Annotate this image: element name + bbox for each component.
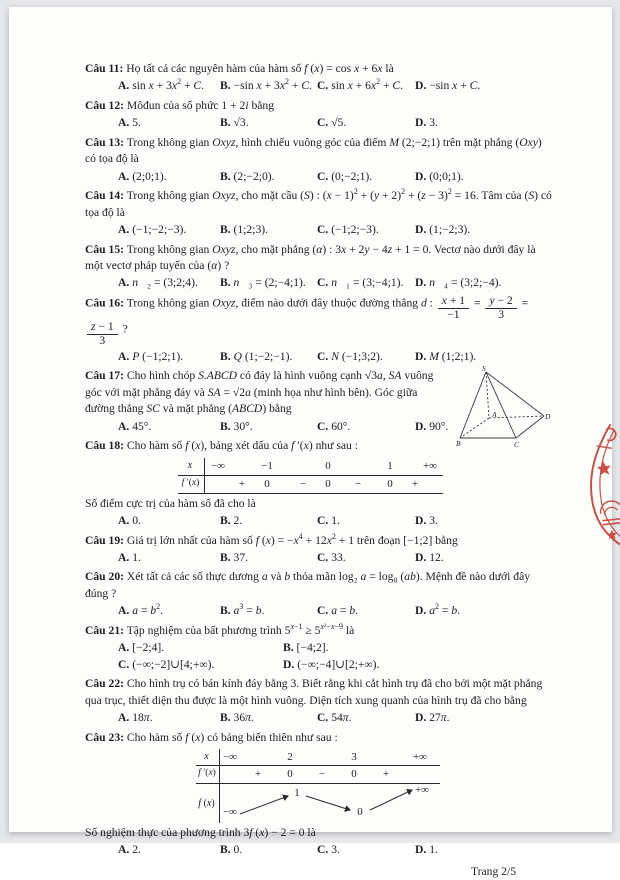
fraction-1 [438,295,469,322]
table-sign: 0 [351,767,357,780]
option-key: A. [118,604,130,618]
option-text: $a^3 = b$. [233,602,265,618]
pyramid-figure [456,364,550,450]
option-22-d [415,710,552,726]
option-key: A. [118,116,130,130]
table-row-label-x: x [204,750,209,762]
option-key: C. [317,550,329,564]
option-14-d [415,222,552,238]
option-key: C. [317,223,329,237]
option-text: 2. [132,843,141,857]
option-key: D. [415,349,427,363]
table-sign: 0 [287,767,293,780]
option-key: C. [317,116,329,130]
table-sign: − [299,477,307,490]
option-text: 5. [132,116,141,130]
option-text: 3. [429,514,438,528]
option-key: C. [317,514,329,528]
question-20-options [85,603,552,619]
page-number: Trang 2/5 [471,864,516,878]
question-11-label: Câu 11: [85,62,124,75]
table-x-value: 3 [351,750,357,763]
question-14-options [85,222,552,238]
question-20-label: Câu 20: [85,570,124,584]
question-23-line [85,730,552,746]
question-22-label: Câu 22: [85,677,124,691]
option-text: 54π. [331,711,352,725]
option-key: D. [415,223,427,237]
option-20-d [415,603,552,619]
option-23-c [317,842,415,858]
table-sign: − [318,767,326,780]
variation-arrows [196,785,440,823]
question-11-options [85,78,552,94]
option-text: 1. [331,514,340,528]
option-key: D. [415,116,427,130]
table-x-value: 2 [287,750,293,763]
option-key: B. [220,276,231,290]
option-text: N (−1;3;2). [331,349,383,363]
option-key: A. [118,514,130,528]
option-text: $a = b^2$. [132,602,164,618]
option-key: B. [283,641,294,655]
option-key: D. [415,604,427,618]
question-13-body: Trong không gian Oxyz, hình chiếu vuông góc của điểm M (2;−2;1) trên mặt phẳng (Oxy) có tọa độ là [85,135,542,166]
option-text: n⃗₄ = (3;2;−4). [429,276,502,290]
option-text: Q (1;−2;−1). [233,349,293,363]
question-23-label: Câu 23: [85,730,124,744]
question-mark: ? [122,323,128,337]
option-key: B. [220,550,231,564]
exam-content [9,7,612,880]
fraction-numerator: x + 1 [438,295,469,309]
option-22-c [317,710,415,726]
question-23-options [85,842,552,858]
option-key: D. [415,169,427,183]
option-key: B. [220,349,231,363]
option-key: C. [317,349,329,363]
table-x-value: −1 [261,459,273,472]
option-text: [−2;4]. [132,641,165,655]
table-x-value: −∞ [210,459,226,472]
option-11-a [118,78,220,94]
option-11-b [220,78,317,94]
question-14-line [85,188,552,221]
option-text: n⃗₁ = (3;−4;1). [331,276,404,290]
exam-page [9,7,612,878]
question-21-label: Câu 21: [85,623,124,637]
option-text: $a^2 = b$. [429,602,461,618]
option-key: C. [317,843,329,857]
option-text: (2;0;1). [132,169,167,183]
option-text: 0. [233,843,243,857]
option-text: 30°. [233,419,253,433]
option-15-c [317,275,415,291]
option-21-b [283,640,552,656]
vertex-label-d: D [545,412,551,422]
option-11-d [415,78,552,94]
question-21-body: Tập nghiệm của bất phương trình $5^{x-1} \ge 5^{x^2-x-9}$ là [126,621,355,637]
table-f-value-start: −∞ [222,805,238,818]
question-21-line [85,623,552,639]
option-20-a [118,603,220,619]
equals-sign: = [473,296,481,310]
option-key: A. [118,169,130,183]
option-text: (1;−2;3). [429,223,471,237]
option-23-d [415,842,552,858]
option-11-c [317,78,415,94]
question-18-label: Câu 18: [85,439,124,453]
question-20-line [85,569,552,602]
table-sign: 0 [264,477,270,490]
option-21-a [118,640,283,656]
option-15-b [220,275,317,291]
option-21-c [118,657,283,673]
vertex-label-a: A [492,410,497,420]
option-text: −sin x + C. [429,79,481,93]
table-f-value-peak: 1 [294,786,300,799]
option-19-a [118,550,220,566]
fraction-3 [87,321,118,348]
question-16-label: Câu 16: [85,296,124,310]
question-18 [85,438,552,529]
vertex-label-s: S [482,364,486,374]
question-18-body: Cho hàm số f (x), bảng xét dấu của f ′(x) như sau : [126,439,358,453]
option-20-c [317,603,415,619]
table-sign: + [411,477,419,490]
question-19-label: Câu 19: [85,533,124,547]
question-21-options [85,640,552,673]
option-12-b [220,115,317,131]
option-text: $\sin x + 6x^2 + C$. [331,77,404,93]
option-text: P (−1;2;1). [132,349,184,363]
option-text: −sin $x + 3x^2 + C$. [233,77,312,93]
option-text: (1;2;3). [233,223,268,237]
fraction-denominator: −1 [447,307,460,321]
table-f-value-end: +∞ [414,783,430,796]
table-x-value: 0 [325,459,331,472]
question-15-options [85,275,552,291]
question-14-body: Trong không gian Oxyz, cho mặt cầu (S) : $(x - 1)^2 + (y + 2)^2 + (z - 3)^2 = 16$. Tâm của (S) có tọa độ là [85,187,552,219]
question-17-body: Cho hình chóp S.ABCD có đáy là hình vuông cạnh √3a, SA vuông góc với mặt phẳng đáy và SA = √2a (minh họa như hình bên). Góc giữa đường thẳng SC và mặt phẳng (ABCD) bằng [85,369,434,416]
question-12-line [85,98,552,114]
question-18-options [85,513,552,529]
table-x-value: −∞ [222,750,238,763]
table-x-value: 1 [387,459,393,472]
variation-table [196,749,440,823]
question-13-options [85,169,552,185]
question-12-body: Môđun của số phức 1 + 2i bằng [126,98,275,112]
sign-table [178,458,443,494]
question-16 [85,295,552,365]
table-sign: + [238,477,246,490]
option-key: B. [220,843,231,857]
option-key: D. [283,657,295,671]
question-15-body: Trong không gian Oxyz, cho mặt phẳng (α) : 3x + 2y − 4z + 1 = 0. Vectơ nào dưới đây là một vectơ pháp tuyến của (α) ? [85,242,536,272]
option-key: A. [118,550,130,564]
option-text: 1. [132,550,141,564]
option-19-d [415,550,552,566]
option-23-a [118,842,220,858]
question-14-label: Câu 14: [85,189,124,203]
option-key: B. [220,514,231,528]
option-text: a = b. [331,604,359,618]
question-19-body: Giá trị lớn nhất của hàm số f $(x) = -x^4 + 12x^2 + 1$ trên đoạn [−1;2] bằng [126,531,458,547]
question-15 [85,242,552,292]
red-stamp-icon [576,424,620,552]
option-key: A. [118,843,130,857]
question-13-line [85,135,552,168]
option-text: 18π. [132,711,153,725]
option-key: D. [415,419,427,433]
option-text: 3. [331,843,340,857]
option-13-a [118,169,220,185]
option-14-b [220,222,317,238]
vertex-label-c: C [514,440,520,450]
option-text: (0;−2;1). [331,169,373,183]
fraction-numerator: y − 2 [485,295,516,309]
vertex-label-b: B [456,439,461,449]
question-19-options [85,550,552,566]
option-16-d [415,349,552,365]
option-21-d [283,657,552,673]
question-23-body: Cho hàm số f (x) có bảng biến thiên như sau : [126,730,338,744]
question-22-line [85,676,552,709]
table-sign: 0 [387,477,393,490]
table-x-value: +∞ [412,750,428,763]
option-key: B. [220,169,231,183]
option-key: A. [118,349,130,363]
option-key: C. [317,711,329,725]
option-19-b [220,550,317,566]
option-text: (−∞;−2]∪[4;+∞). [132,657,215,671]
option-key: D. [415,550,427,564]
option-12-a [118,115,220,131]
option-key: A. [118,419,130,433]
option-key: D. [415,711,427,725]
option-text: n⃗₂ = (3;2;4). [132,276,198,290]
option-key: A. [118,711,130,725]
question-22-body: Cho hình trụ có bán kính đáy bằng 3. Biết rằng khi cắt hình trụ đã cho bởi một mặt phẳng qua trục, thiết diện thu được là một hình vuông. Diện tích xung quanh của hình trụ đã cho bằng [85,677,543,707]
option-key: A. [118,276,130,290]
question-11 [85,61,552,95]
option-key: A. [118,79,130,93]
question-23-subtext: Số nghiệm thực của phương trình 3f (x) − 2 = 0 là [85,825,316,839]
option-14-a [118,222,220,238]
table-sign: + [254,767,262,780]
fraction-2 [485,295,516,322]
option-16-a [118,349,220,365]
option-key: C. [317,604,329,618]
option-17-a [118,419,220,435]
option-key: B. [220,604,231,618]
table-sign: + [382,767,390,780]
option-key: C. [118,657,130,671]
option-key: A. [118,641,130,655]
option-key: B. [220,116,231,130]
equals-sign: = [521,296,529,310]
table-sign: 0 [325,477,331,490]
option-key: D. [415,79,427,93]
option-text: √3. [233,116,249,130]
option-text: M (1;2;1). [429,349,477,363]
question-11-body: Họ tất cả các nguyên hàm của hàm số f (x) = cos x + 6x là [126,62,394,75]
question-22-options [85,710,552,726]
question-11-line [85,61,552,77]
question-17-label: Câu 17: [85,369,124,383]
option-17-b [220,419,317,435]
question-16-body: Trong không gian Oxyz, điểm nào dưới đây thuộc đường thẳng d : [126,296,433,310]
question-22 [85,676,552,726]
option-key: D. [415,514,427,528]
option-13-b [220,169,317,185]
question-21 [85,623,552,673]
question-15-line [85,242,552,275]
question-19-line [85,533,552,549]
option-18-a [118,513,220,529]
option-key: C. [317,79,329,93]
question-16-line [85,295,552,348]
option-text: 60°. [331,419,351,433]
option-text: 90°. [429,419,449,433]
option-key: B. [220,223,231,237]
option-18-b [220,513,317,529]
question-12 [85,98,552,132]
table-row-label-x: x [187,459,193,471]
option-15-d [415,275,552,291]
option-20-b [220,603,317,619]
option-12-d [415,115,552,131]
option-key: B. [220,711,231,725]
question-12-label: Câu 12: [85,98,124,112]
option-23-b [220,842,317,858]
option-text: 0. [132,514,141,528]
option-text: 33. [331,550,346,564]
table-f-value-valley: 0 [357,805,363,818]
question-13-label: Câu 13: [85,135,124,149]
option-text: $\sin x + 3x^2 + C$. [132,77,205,93]
table-row-label-f: f (x) [198,797,215,809]
option-key: D. [415,276,427,290]
option-key: C. [317,276,329,290]
option-text: [−4;2]. [296,641,329,655]
option-text: (2;−2;0). [233,169,275,183]
option-18-c [317,513,415,529]
option-key: B. [220,79,231,93]
table-row-label-fprime: f ′(x) [181,477,200,488]
fraction-numerator: z − 1 [87,321,118,335]
option-text: 37. [233,550,249,564]
question-23 [85,730,552,859]
option-22-b [220,710,317,726]
question-20-body: Xét tất cả các số thực dương a và b thỏa mãn log₂ a = log₈ (ab). Mệnh đề nào dưới đây đúng ? [85,570,531,600]
option-key: C. [317,169,329,183]
option-text: √5. [331,116,347,130]
question-13 [85,135,552,185]
option-text: (0;0;1). [429,169,464,183]
option-text: 12. [429,550,444,564]
option-13-d [415,169,552,185]
table-row-label-fprime: f ′(x) [198,767,216,778]
question-18-subtext: Số điểm cực trị của hàm số đã cho là [85,496,256,510]
option-text: 45°. [132,419,152,433]
question-16-options [85,349,552,365]
question-19 [85,533,552,567]
option-key: A. [118,223,130,237]
option-17-c [317,419,415,435]
option-key: C. [317,419,329,433]
option-text: (−1;2;−3). [331,223,379,237]
option-text: 2. [233,514,243,528]
table-sign: − [354,477,362,490]
option-text: (−∞;−4]∪[2;+∞). [297,657,380,671]
option-16-c [317,349,415,365]
option-19-c [317,550,415,566]
option-text: 1. [429,843,438,857]
option-14-c [317,222,415,238]
option-key: D. [415,843,427,857]
option-13-c [317,169,415,185]
option-text: n⃗₃ = (2;−4;1). [233,276,306,290]
table-x-value: +∞ [422,459,438,472]
option-22-a [118,710,220,726]
question-20 [85,569,552,619]
option-15-a [118,275,220,291]
option-text: 36π. [233,711,254,725]
option-text: 3. [429,116,438,130]
option-16-b [220,349,317,365]
option-text: (−1;−2;−3). [132,223,187,237]
option-key: B. [220,419,231,433]
question-15-label: Câu 15: [85,242,124,256]
option-text: 27π. [429,711,450,725]
fraction-denominator: 3 [99,334,106,348]
question-12-options [85,115,552,131]
option-12-c [317,115,415,131]
question-14 [85,188,552,238]
option-18-d [415,513,552,529]
fraction-denominator: 3 [498,307,504,321]
